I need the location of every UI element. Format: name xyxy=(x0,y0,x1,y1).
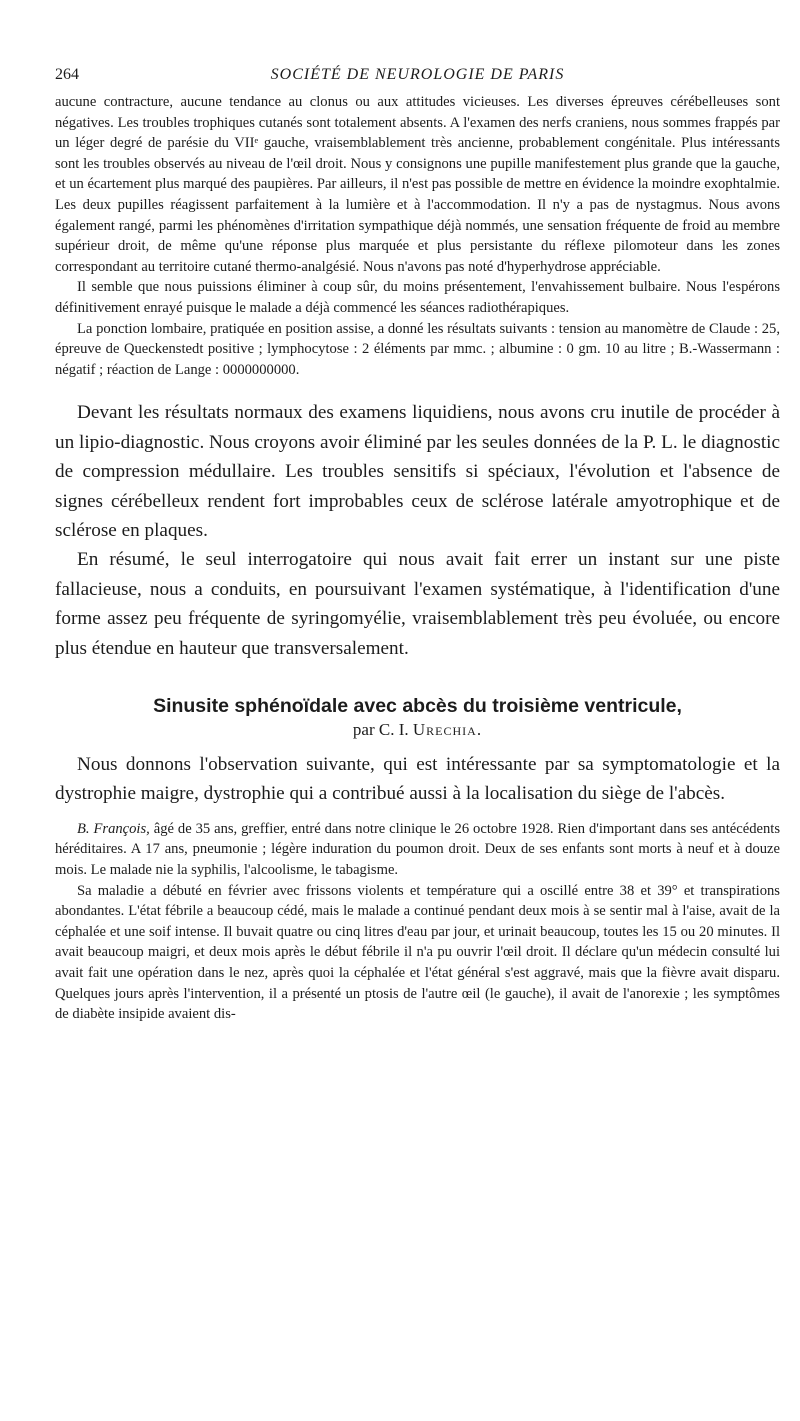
byline-prefix: par C. I. xyxy=(352,719,409,739)
paragraph-1: aucune contracture, aucune tendance au clonus ou aux attitudes vicieuses. Les diverses épreuves cérébelleuses sont négatives. Les troubles trophiques cutanés sont totalement absents. A l'examen des nerfs craniens, nous sommes frappés par un léger degré de parésie du VIIᵉ gauche, vraisemblablement très ancienne, probablement congénitale. Plus intéressants sont les troubles observés au niveau de l'œil droit. Nous y consignons une pupille manifestement plus grande que la gauche, et un écartement plus marqué des paupières. Par ailleurs, il n'est pas possible de mettre en évidence la moindre exophtalmie. Les deux pupilles réagissent parfaitement à la lumière et à l'accommodation. Il n'y a pas de nystagmus. Nous avons également rangé, parmi les phénomènes d'irritation sympathique déjà nommés, une sensation fréquente de froid au membre supérieur droit, de même qu'une réponse plus marquée et plus persistante du réflexe pilomoteur dans les zones correspondant au territoire cutané thermo-analgésié. Nous n'avons pas noté d'hyperhydrose appréciable. xyxy=(55,94,780,275)
paragraph-2: Il semble que nous puissions éliminer à coup sûr, du moins présentement, l'envahissement bulbaire. Nous l'espérons définitivement enrayé puisque le malade a déjà commencé les séances radiothérapiques. xyxy=(55,279,780,316)
byline-author: Urechia. xyxy=(412,719,483,739)
case-lead-in: B. François, xyxy=(77,820,150,837)
case-text: âgé de 35 ans, greffier, entré dans notre clinique le 26 octobre 1928. Rien d'important dans ses antécédents héréditaires. A 17 ans, pneumonie ; légère induration du poumon droit. Deux de ses enfants sont morts à neuf et à douze mois. Le malade nie la syphilis, l'alcoolisme, le tabagisme. xyxy=(55,820,780,878)
running-head: SOCIÉTÉ DE NEUROLOGIE DE PARIS xyxy=(270,66,565,83)
paragraph-case-2: Sa maladie a débuté en février avec frissons violents et température qui a oscillé entre 38 et 39° et transpirations abondantes. L'état fébrile a beaucoup cédé, mais le malade a continué pendant deux mois à se sentir mal à l'aise, avait de la céphalée et une soif intense. Il buvait quatre ou cinq litres d'eau par jour, et urinait beaucoup, toutes les 15 ou 20 minutes. Il avait beaucoup maigri, et deux mois après le début fébrile il n'a pu ouvrir l'œil droit. Il déclare qu'un médecin consulté lui avait fait une opération dans le nez, après quoi la céphalée et l'état général s'est aggravé, mais que la fièvre avait disparu. Quelques jours après l'intervention, il a présenté un ptosis de l'autre œil (le gauche), il avait de l'anorexie ; les symptômes de diabète insipide avaient dis- xyxy=(55,882,780,1023)
paragraph-4: Devant les résultats normaux des examens liquidiens, nous avons cru inutile de procéder à un lipio-diagnostic. Nous croyons avoir éliminé par les seules données de la P. L. le diagnostic de compression médullaire. Les troubles sensitifs si spéciaux, l'évolution et l'absence de signes cérébelleux rendent fort improbables ceux de sclérose latérale amyotrophique et de sclérose en plaques. xyxy=(55,402,780,541)
page-header xyxy=(55,66,780,92)
section-title: Sinusite sphénoïdale avec abcès du troisième ventricule, xyxy=(153,694,682,717)
paragraph-case-1 xyxy=(55,819,780,881)
page-number: 264 xyxy=(55,66,79,83)
byline xyxy=(55,720,780,740)
paragraph-3: La ponction lombaire, pratiquée en position assise, a donné les résultats suivants : tension au manomètre de Claude : 25, épreuve de Queckenstedt positive ; lymphocytose : 2 éléments par mmc. ; albumine : 0 gm. 10 au litre ; B.-Wassermann : négatif ; réaction de Lange : 0000000000. xyxy=(55,320,780,378)
paragraph-intro: Nous donnons l'observation suivante, qui est intéressante par sa symptomatologie et la dystrophie maigre, dystrophie qui a contribué aussi à la localisation du siège de l'abcès. xyxy=(55,753,780,805)
paragraph-5: En résumé, le seul interrogatoire qui nous avait fait errer un instant sur une piste fallacieuse, nous a conduits, en poursuivant l'examen systématique, à l'identification d'une forme assez peu fréquente de syringomyélie, vraisemblablement très peu évoluée, ou encore plus étendue en hauteur que transversalement. xyxy=(55,549,780,659)
page xyxy=(55,66,780,1025)
